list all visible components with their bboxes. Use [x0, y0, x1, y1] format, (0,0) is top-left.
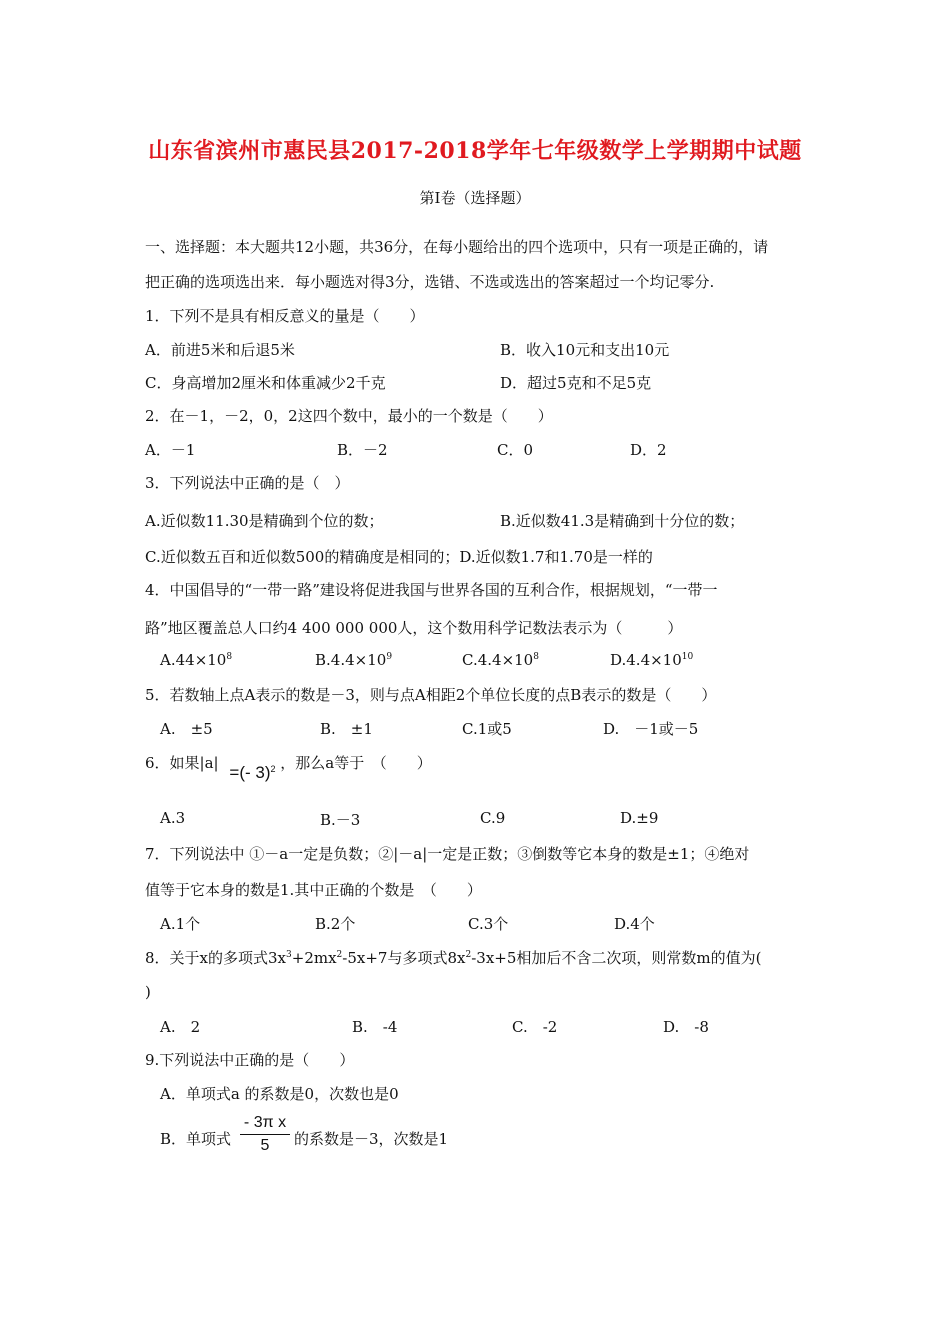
q1-option-a: A．前进5米和后退5米	[145, 341, 295, 359]
q9-fraction	[240, 1114, 290, 1155]
q2-option-b: B．－2	[337, 441, 388, 459]
q3-option-b: B.近似数41.3是精确到十分位的数；	[500, 512, 745, 530]
q8-option-b: B. -4	[352, 1018, 398, 1036]
page-title: 山东省滨州市惠民县2017-2018学年七年级数学上学期期中试题	[148, 138, 802, 164]
q1-option-d: D．超过5克和不足5克	[500, 374, 652, 392]
q1-stem: 1．下列不是具有相反意义的量是（ ）	[145, 307, 425, 325]
q2-option-a: A．－1	[145, 441, 196, 459]
q4-option-d: $D.4.4\times 10^{10}$	[610, 651, 694, 669]
q7-option-d: D.4个	[614, 915, 655, 933]
q6-option-d: D.±9	[620, 809, 659, 827]
q4-option-b: $B.4.4\times 10^9$	[315, 651, 393, 669]
q5-option-d: D. －1或－5	[603, 720, 699, 738]
q1-option-b: B．收入10元和支出10元	[500, 341, 670, 359]
q7-stem-line-2: 值等于它本身的数是1.其中正确的个数是 （ ）	[145, 881, 482, 899]
q6-equation: =(- 3)$^2$	[229, 763, 276, 782]
q2-stem: 2．在－1，－2，0，2这四个数中，最小的一个数是（ ）	[145, 407, 553, 425]
q4-stem-line-1: 4．中国倡导的“一带一路”建设将促进我国与世界各国的互利合作，根据规划，“一带一	[145, 581, 718, 599]
fraction-bar	[240, 1134, 290, 1135]
section-subtitle: 第Ⅰ卷（选择题）	[419, 189, 531, 207]
q7-stem-line-1: 7．下列说法中 ①－a一定是负数；②|－a|一定是正数；③倒数等它本身的数是±1；④绝对	[145, 845, 750, 863]
q9-option-b-suffix: 的系数是－3，次数是1	[294, 1130, 449, 1148]
q2-option-c: C．0	[497, 441, 534, 459]
q6-option-a: A.3	[160, 809, 186, 827]
q3-option-cd: C.近似数五百和近似数500的精确度是相同的；D.近似数1.7和1.70是一样的	[145, 548, 653, 566]
q9-fraction-denominator: 5	[260, 1137, 270, 1154]
instructions-line-2: 把正确的选项选出来．每小题选对得3分，选错、不选或选出的答案超过一个均记零分.	[145, 273, 715, 291]
q8-option-c: C. -2	[512, 1018, 558, 1036]
q8-stem-line-1: 8．关于x的多项式$3x^3+2mx^2-5x+7$与多项式$8x^2-3x+5$相加后不含二次项，则常数m的值为(	[145, 949, 762, 967]
q9-fraction-numerator: - 3π x	[243, 1114, 287, 1131]
q4-stem-line-2: 路”地区覆盖总人口约4 400 000 000人，这个数用科学记数法表示为（ ）	[145, 619, 683, 637]
q3-stem: 3．下列说法中正确的是（ ）	[145, 474, 350, 492]
instructions-line-1: 一、选择题：本大题共12小题，共36分，在每小题给出的四个选项中，只有一项是正确的，请	[145, 238, 769, 256]
q8-option-d: D. -8	[663, 1018, 709, 1036]
q7-option-a: A.1个	[160, 915, 201, 933]
q9-stem: 9.下列说法中正确的是（ ）	[145, 1051, 355, 1069]
q6-option-c: C.9	[480, 809, 506, 827]
q1-option-c: C．身高增加2厘米和体重减少2千克	[145, 374, 386, 392]
q6-option-b: B.－3	[320, 811, 361, 829]
q7-option-b: B.2个	[315, 915, 356, 933]
q7-option-c: C.3个	[468, 915, 509, 933]
q8-option-a: A. 2	[160, 1018, 201, 1036]
q4-option-a: $A.44\times 10^8$	[160, 651, 233, 669]
q4-option-c: $C.4.4\times 10^8$	[462, 651, 539, 669]
q5-stem: 5．若数轴上点A表示的数是－3，则与点A相距2个单位长度的点B表示的数是（ ）	[145, 686, 717, 704]
q9-option-b-prefix: B．单项式	[160, 1130, 232, 1148]
q9-option-a: A．单项式a 的系数是0，次数也是0	[160, 1085, 399, 1103]
q5-option-b: B. ±1	[320, 720, 373, 738]
q3-option-a: A.近似数11.30是精确到个位的数；	[145, 512, 384, 530]
q6-stem: 6．如果|a| =(- 3)$^2$ ，那么a等于 （ ）	[145, 754, 432, 782]
q8-stem-line-2: )	[145, 983, 151, 1001]
q2-option-d: D．2	[630, 441, 667, 459]
q5-option-a: A. ±5	[160, 720, 213, 738]
q5-option-c: C.1或5	[462, 720, 512, 738]
